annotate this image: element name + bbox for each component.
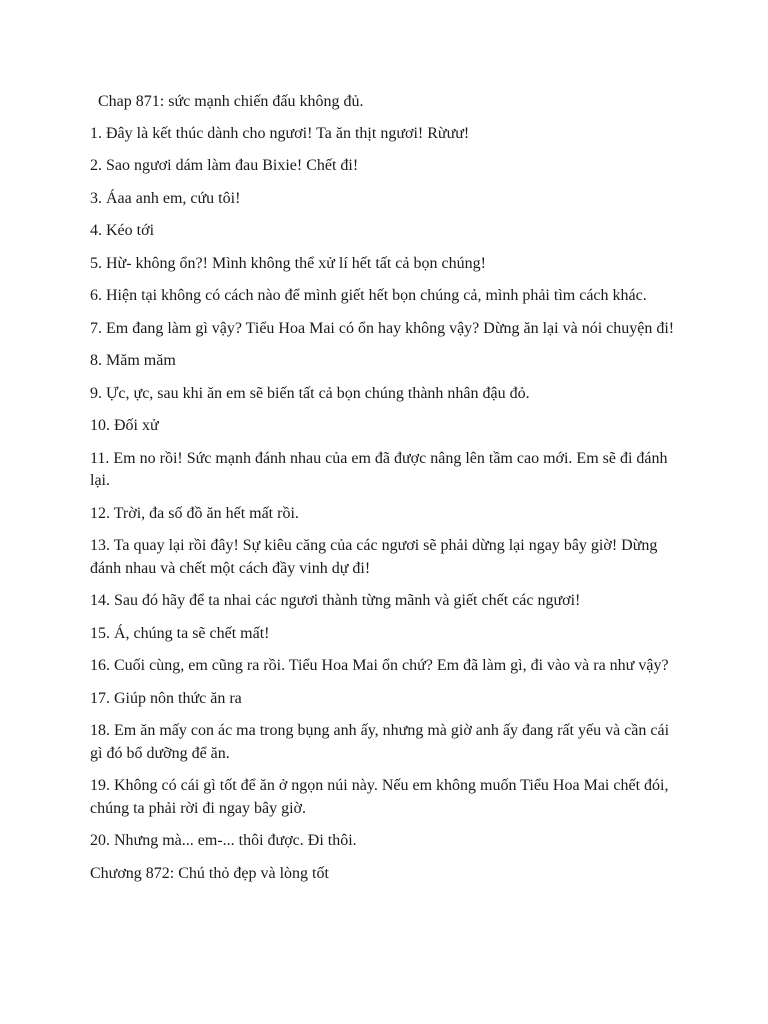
dialogue-line: 1. Đây là kết thúc dành cho ngươi! Ta ăn thịt ngươi! Rừưư! xyxy=(90,124,470,142)
dialogue-line: 5. Hừ- không ổn?! Mình không thể xử lí hết tất cả bọn chúng! xyxy=(90,254,486,272)
dialogue-line: 7. Em đang làm gì vậy? Tiểu Hoa Mai có ổn hay không vậy? Dừng ăn lại và nói chuyện đi! xyxy=(90,319,675,337)
dialogue-line: 9. Ực, ực, sau khi ăn em sẽ biến tất cả bọn chúng thành nhân đậu đỏ. xyxy=(90,384,530,402)
dialogue-line: 6. Hiện tại không có cách nào để mình giết hết bọn chúng cả, mình phải tìm cách khác. xyxy=(90,287,647,304)
dialogue-line: 2. Sao ngươi dám làm đau Bixie! Chết đi! xyxy=(90,157,359,174)
dialogue-line: 15. Á, chúng ta sẽ chết mất! xyxy=(90,624,270,642)
dialogue-line: 14. Sau đó hãy để ta nhai các ngươi thành từng mãnh và giết chết các ngươi! xyxy=(90,592,581,609)
dialogue-line: 18. Em ăn mấy con ác ma trong bụng anh ấy, nhưng mà giờ anh ấy đang rất yếu và cần cái gì đó bổ dưỡng để ăn. xyxy=(90,722,670,762)
dialogue-line: 19. Không có cái gì tốt để ăn ở ngọn núi này. Nếu em không muốn Tiểu Hoa Mai chết đói, chúng ta phải rời đi ngay bây giờ. xyxy=(90,777,669,817)
dialogue-line: 10. Đối xử xyxy=(90,417,159,434)
dialogue-line: 20. Nhưng mà... em-... thôi được. Đi thôi. xyxy=(90,832,357,849)
dialogue-line: 16. Cuối cùng, em cũng ra rồi. Tiểu Hoa Mai ổn chứ? Em đã làm gì, đi vào và ra như vậy? xyxy=(90,657,669,674)
dialogue-line: 11. Em no rồi! Sức mạnh đánh nhau của em đã được nâng lên tầm cao mới. Em sẽ đi đánh lại. xyxy=(90,449,668,489)
dialogue-line: 3. Áaa anh em, cứu tôi! xyxy=(90,189,241,207)
dialogue-line: 12. Trời, đa số đồ ăn hết mất rồi. xyxy=(90,504,299,522)
dialogue-line: 8. Măm măm xyxy=(90,352,176,369)
dialogue-line: 17. Giúp nôn thức ăn ra xyxy=(90,689,242,707)
next-chapter-title: Chương 872: Chú thỏ đẹp và lòng tốt xyxy=(90,864,329,882)
dialogue-line: 4. Kéo tới xyxy=(90,222,155,239)
dialogue-line: 13. Ta quay lại rồi đây! Sự kiêu căng của các ngươi sẽ phải dừng lại ngay bây giờ! Dừng đánh nhau và chết một cách đầy vinh dự đi! xyxy=(90,537,658,577)
chapter-title: Chap 871: sức mạnh chiến đấu không đủ. xyxy=(98,93,364,110)
